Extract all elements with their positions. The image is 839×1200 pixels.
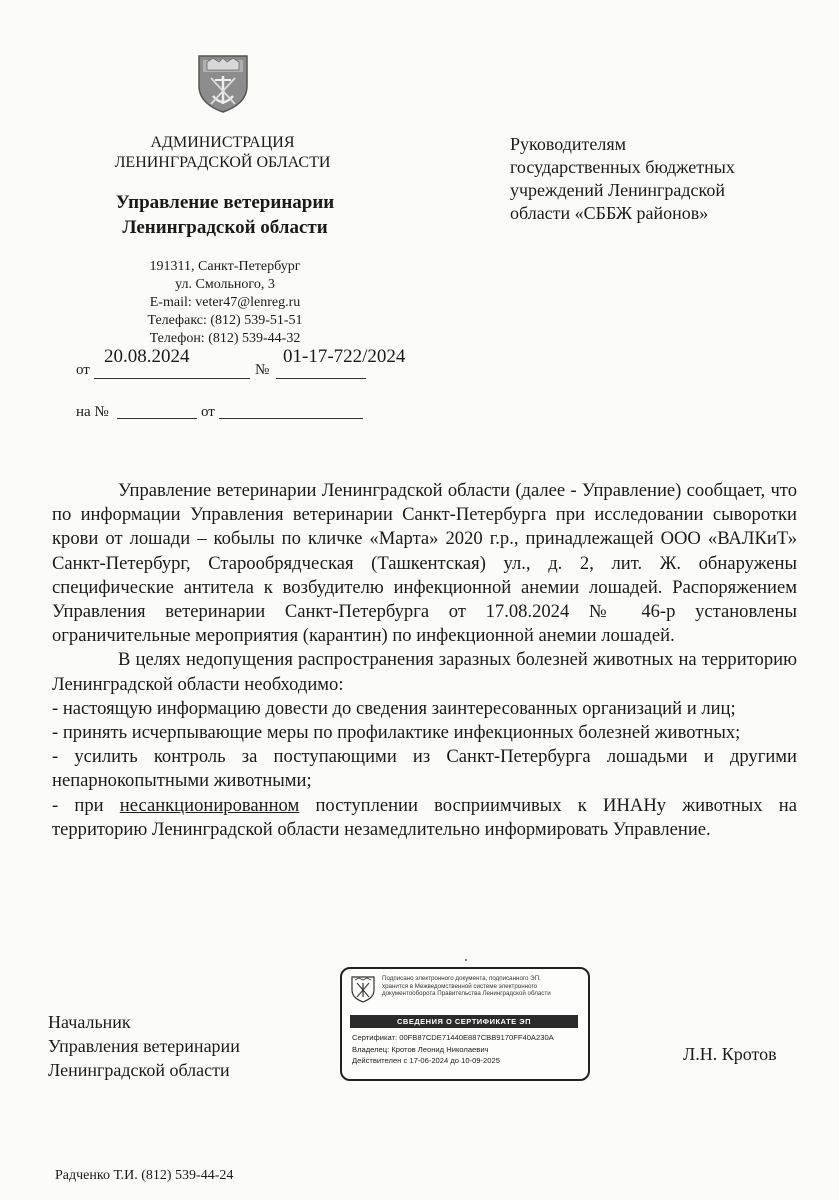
recipient-line-1: Руководителям	[510, 134, 626, 154]
signatory-name: Л.Н. Кротов	[683, 1044, 777, 1064]
registration-number: 01-17-722/2024	[283, 346, 406, 367]
stamp-head-line-1: Подписано электронного документа, подписанного ЭП,	[382, 975, 541, 982]
date-underline	[94, 378, 250, 379]
list-item-2: - принять исчерпывающие меры по профилактике инфекционных болезней животных;	[52, 722, 741, 744]
number-label: №	[255, 362, 270, 378]
signatory-title-line-1: Начальник	[48, 1012, 131, 1032]
stamp-head-line-3: документооборота Правительства Ленинградской области	[382, 990, 551, 998]
paragraph-2: В целях недопущения распространения заразных болезней животных на территорию Ленинградской области необходимо:	[52, 649, 797, 695]
stamp-validity: Действителен с 17-06-2024 до 10-09-2025	[352, 1056, 500, 1065]
stamp-head-line-2: хранится в Межведомственной системе электронного	[382, 982, 538, 990]
fax-line: Телефакс: (812) 539-51-51	[147, 313, 303, 328]
item-4-prefix: - при	[52, 794, 120, 816]
department-name	[80, 190, 370, 240]
number-underline	[276, 378, 366, 379]
coat-of-arms-icon	[193, 52, 253, 114]
recipient-line-4: области «СББЖ районов»	[510, 203, 709, 223]
stamp-certificate: Сертификат: 00FB87CDE71440E887CBB9170FF40A230A	[352, 1033, 554, 1042]
stamp-header-text	[382, 975, 582, 1008]
ink-dot	[465, 959, 467, 961]
org-line-2: ЛЕНИНГРАДСКОЙ ОБЛАСТИ	[114, 154, 331, 171]
list-item-4	[52, 794, 797, 842]
organization-name	[95, 133, 350, 173]
signatory-title-line-3: Ленинградской области	[48, 1060, 230, 1080]
recipient-block	[510, 133, 810, 225]
electronic-signature-stamp	[340, 967, 590, 1081]
list-item-3: - усилить контроль за поступающими из Санкт-Петербурга лошадьми и другими непарнокопытными животными;	[52, 746, 797, 792]
letter-body	[52, 479, 797, 842]
address-block	[105, 258, 345, 348]
address-line-2: ул. Смольного, 3	[175, 277, 275, 292]
signatory-title	[48, 1010, 240, 1082]
stamp-banner: СВЕДЕНИЯ О СЕРТИФИКАТЕ ЭП	[350, 1015, 578, 1028]
paragraph-1: Управление ветеринарии Ленинградской области (далее - Управление) сообщает, что по информации Управления ветеринарии Санкт-Петербурга при исследовании сыворотки крови от лошади – кобылы по кличке «Марта» 2020 г.р., принадлежащей ООО «ВАЛКиТ» Санкт-Петербург, Старообрядческая (Ташкентская) ул., д. 2, лит. Ж. обнаружены специфические антитела к возбудителю инфекционной анемии лошадей. Распоряжением Управления ветеринарии Санкт-Петербурга от 17.08.2024 № 46-р установлены ограничительные мероприятия (карантин) по инфекционной анемии лошадей.	[52, 480, 797, 647]
registration-date: 20.08.2024	[104, 346, 190, 367]
dept-line-2: Ленинградской области	[122, 217, 328, 238]
stamp-owner: Владелец: Кротов Леонид Николаевич	[352, 1044, 489, 1054]
item-4-suffix: поступлении восприимчивых к ИНАНу животных на территорию Ленинградской области незамедлительно информировать Управление.	[52, 794, 798, 840]
address-line-1: 191311, Санкт-Петербург	[149, 259, 301, 274]
recipient-line-2: государственных бюджетных	[510, 157, 735, 177]
ref-number-underline	[117, 418, 197, 419]
list-item-1: - настоящую информацию довести до сведения заинтересованных организаций и лиц;	[52, 697, 736, 719]
ref-from-label: от	[201, 404, 215, 420]
dept-line-1: Управление ветеринарии	[115, 192, 335, 213]
email-line: E-mail: veter47@lenreg.ru	[149, 295, 301, 310]
ref-date-underline	[219, 418, 363, 419]
item-4-underlined: несанкционированном	[119, 794, 300, 816]
signatory-title-line-2: Управления ветеринарии	[48, 1036, 240, 1056]
stamp-header	[350, 975, 582, 1008]
stamp-emblem-icon	[350, 975, 376, 1008]
stamp-details	[352, 1032, 554, 1067]
org-line-1: АДМИНИСТРАЦИЯ	[150, 134, 295, 151]
recipient-line-3: учреждений Ленинградской	[510, 180, 725, 200]
ref-number-label: на №	[76, 404, 109, 420]
phone-line: Телефон: (812) 539-44-32	[149, 331, 301, 346]
footer-contact: Радченко Т.И. (812) 539-44-24	[55, 1168, 234, 1183]
from-label: от	[76, 362, 90, 378]
